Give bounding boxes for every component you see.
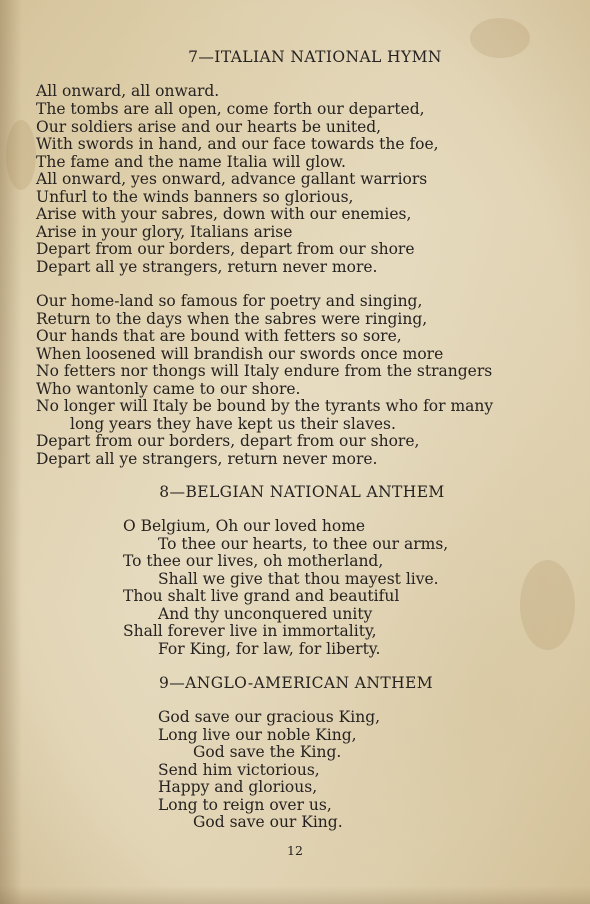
verse-line: God save our gracious King,	[158, 708, 381, 726]
verse-line: Arise with your sabres, down with our enemies,	[36, 205, 412, 223]
verse-line: Send him victorious,	[158, 761, 320, 779]
verse-line: No longer will Italy be bound by the tyrants who for many	[36, 397, 494, 415]
verse-line: The tombs are all open, come forth our departed,	[36, 100, 425, 118]
verse-line: Our home-land so famous for poetry and singing,	[36, 292, 423, 310]
verse-line: Depart all ye strangers, return never more.	[36, 450, 378, 468]
verse-line: Thou shalt live grand and beautiful	[123, 587, 400, 605]
verse-line: Long to reign over us,	[158, 796, 332, 814]
verse-line: God save our King.	[193, 813, 343, 831]
verse-line: Return to the days when the sabres were ringing,	[36, 310, 428, 328]
verse-line: long years they have kept us their slaves.	[70, 415, 396, 433]
verse-line: Happy and glorious,	[158, 778, 318, 796]
verse-line: O Belgium, Oh our loved home	[123, 517, 366, 535]
verse-line: When loosened will brandish our swords once more	[36, 345, 444, 363]
section-heading-belgian: 8—BELGIAN NATIONAL ANTHEM	[159, 483, 445, 501]
verse-line: God save the King.	[193, 743, 342, 761]
verse-line: With swords in hand, and our face towards the foe,	[36, 135, 439, 153]
verse-line: Our soldiers arise and our hearts be united,	[36, 118, 382, 136]
verse-line: And thy unconquered unity	[158, 605, 373, 623]
verse-line: No fetters nor thongs will Italy endure from the strangers	[36, 362, 493, 380]
verse-line: Long live our noble King,	[158, 726, 357, 744]
verse-line: For King, for law, for liberty.	[158, 640, 381, 658]
section-heading-italian: 7—ITALIAN NATIONAL HYMN	[188, 48, 442, 66]
paper-stain	[520, 560, 575, 650]
verse-line: Depart from our borders, depart from our shore,	[36, 432, 420, 450]
page-number: 12	[287, 843, 303, 858]
verse-line: Depart from our borders, depart from our shore	[36, 240, 415, 258]
verse-line: To thee our lives, oh motherland,	[123, 552, 384, 570]
section-heading-anglo-american: 9—ANGLO-AMERICAN ANTHEM	[158, 674, 434, 692]
verse-line: All onward, all onward.	[36, 82, 220, 100]
verse-line: Depart all ye strangers, return never more.	[36, 258, 378, 276]
verse-line: Our hands that are bound with fetters so sore,	[36, 327, 402, 345]
verse-line: Arise in your glory, Italians arise	[36, 223, 293, 241]
verse-line: To thee our hearts, to thee our arms,	[158, 535, 449, 553]
paper-stain	[6, 120, 36, 190]
verse-line: Who wantonly came to our shore.	[36, 380, 301, 398]
verse-line: The fame and the name Italia will glow.	[36, 153, 346, 171]
verse-line: Unfurl to the winds banners so glorious,	[36, 188, 354, 206]
verse-line: Shall we give that thou mayest live.	[158, 570, 439, 588]
verse-line: All onward, yes onward, advance gallant warriors	[36, 170, 428, 188]
verse-line: Shall forever live in immortality,	[123, 622, 377, 640]
